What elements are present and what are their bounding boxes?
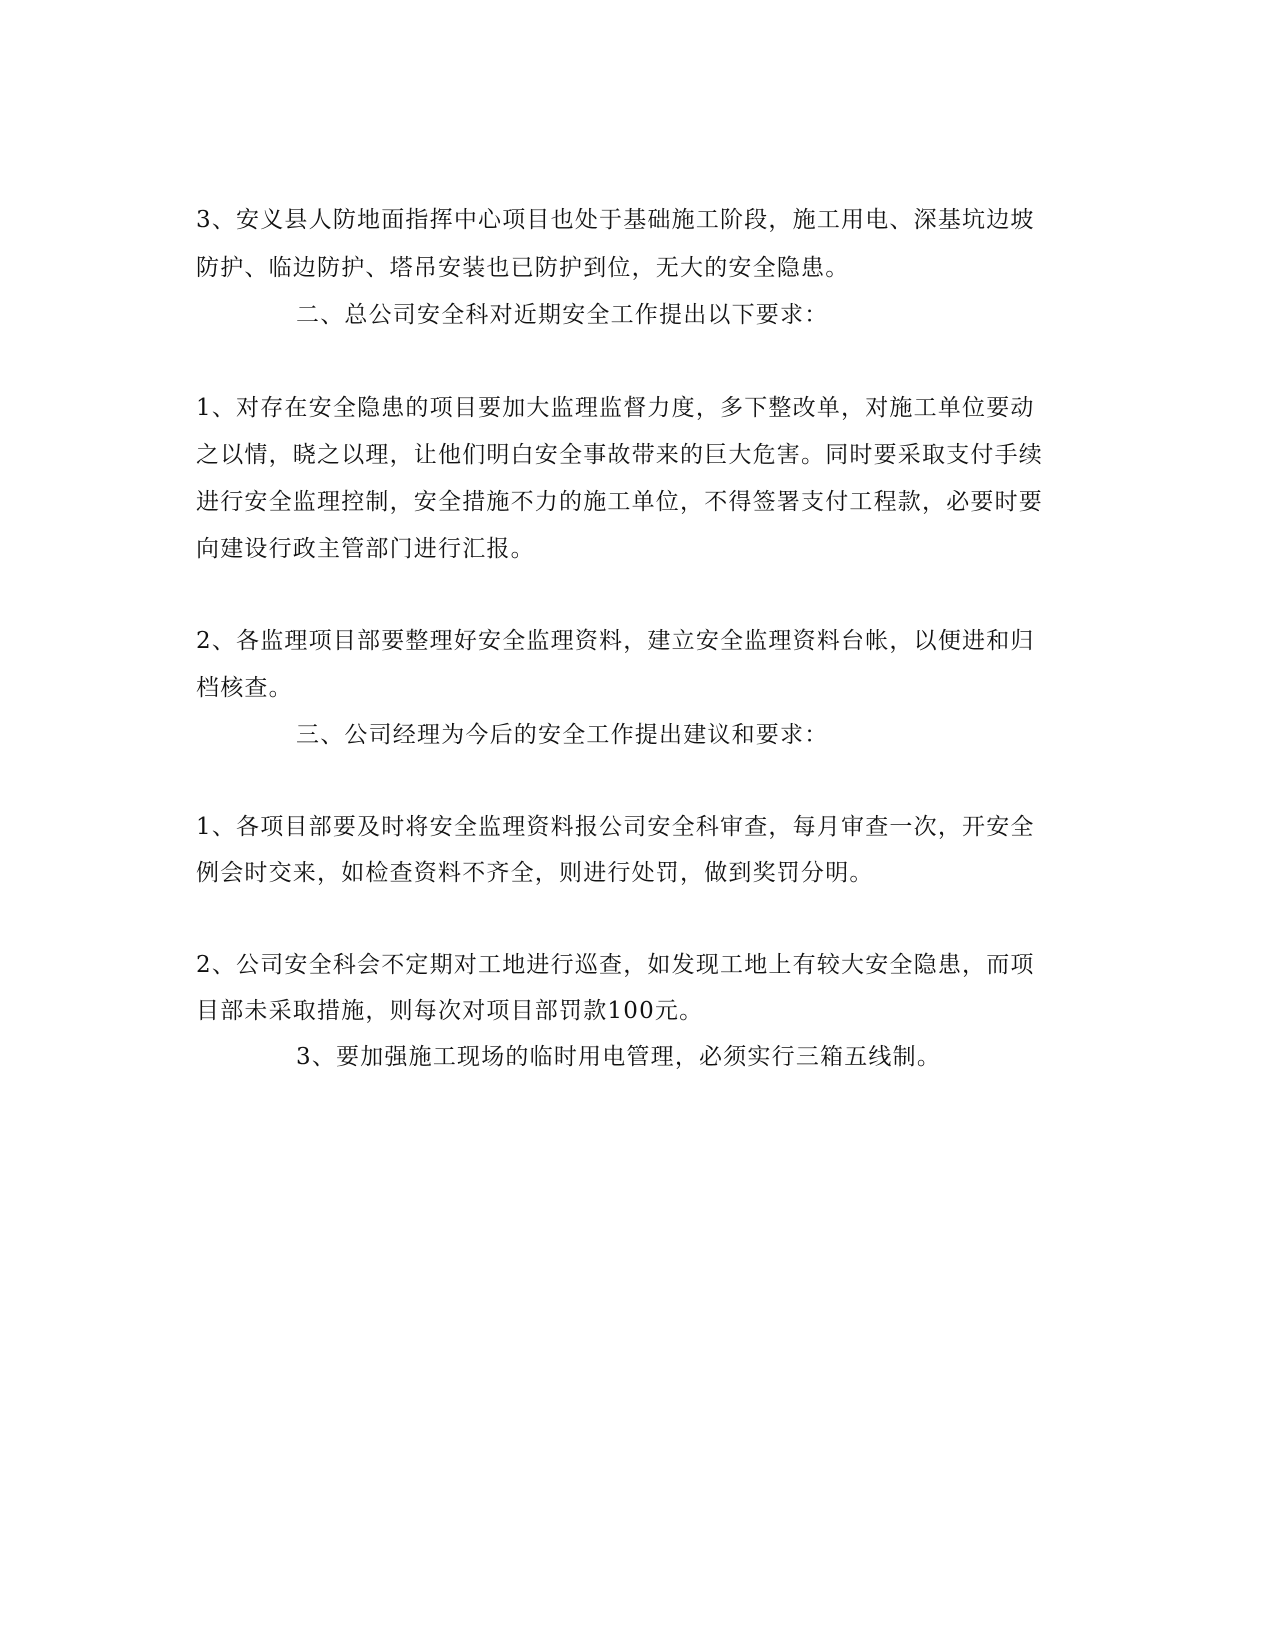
paragraph-4-line-2: 例会时交来，如检查资料不齐全，则进行处罚，做到奖罚分明。 [196,860,874,886]
paragraph-5-line-2: 目部未采取措施，则每次对项目部罚款100元。 [196,998,704,1024]
paragraph-2-line-3: 进行安全监理控制，安全措施不力的施工单位，不得签署支付工程款，必要时要 [196,489,1043,515]
paragraph-2-line-1: 1、对存在安全隐患的项目要加大监理监督力度，多下整改单，对施工单位要动 [196,395,1035,421]
section-heading-3: 三、公司经理为今后的安全工作提出建议和要求： [296,722,829,748]
paragraph-2-line-2: 之以情，晓之以理，让他们明白安全事故带来的巨大危害。同时要采取支付手续 [196,442,1043,468]
paragraph-1-line-2: 防护、临边防护、塔吊安装也已防护到位，无大的安全隐患。 [196,255,850,281]
paragraph-2-line-4: 向建设行政主管部门进行汇报。 [196,536,535,562]
paragraph-5-line-1: 2、公司安全科会不定期对工地进行巡查，如发现工地上有较大安全隐患，而项 [196,952,1035,978]
paragraph-3-line-2: 档核查。 [196,675,293,701]
paragraph-6: 3、要加强施工现场的临时用电管理，必须实行三箱五线制。 [296,1044,942,1070]
section-heading-2: 二、总公司安全科对近期安全工作提出以下要求： [296,302,829,328]
paragraph-3-line-1: 2、各监理项目部要整理好安全监理资料，建立安全监理资料台帐，以便进和归 [196,628,1035,654]
paragraph-1-line-1: 3、安义县人防地面指挥中心项目也处于基础施工阶段，施工用电、深基坑边坡 [196,207,1035,233]
paragraph-4-line-1: 1、各项目部要及时将安全监理资料报公司安全科审查，每月审查一次，开安全 [196,814,1035,840]
